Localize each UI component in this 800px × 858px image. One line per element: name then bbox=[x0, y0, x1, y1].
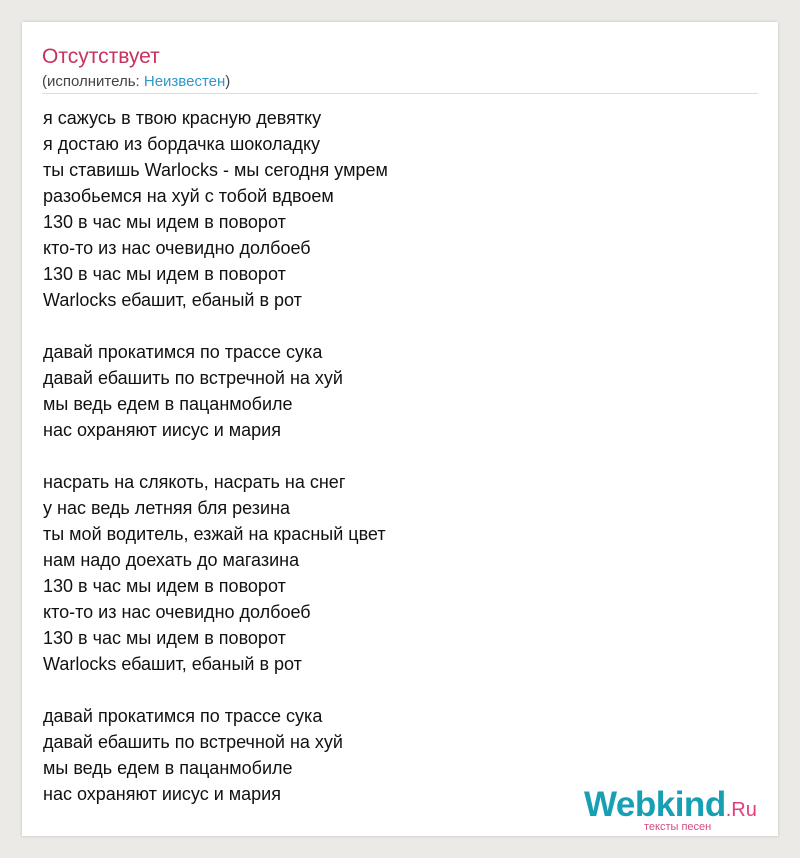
lyrics-card bbox=[22, 22, 778, 836]
lyrics-line: кто-то из нас очевидно долбоеб bbox=[43, 238, 311, 258]
lyrics-line: я достаю из бордачка шоколадку bbox=[43, 134, 321, 154]
lyrics-line: давай прокатимся по трассе сука bbox=[43, 342, 323, 362]
lyrics-line: нас охраняют иисус и мария bbox=[43, 420, 281, 440]
artist-prefix: (исполнитель: bbox=[42, 73, 144, 90]
lyrics-line: 130 в час мы идем в поворот bbox=[43, 576, 286, 596]
logo-tagline: тексты песен bbox=[644, 821, 712, 833]
lyrics-line: давай прокатимся по трассе сука bbox=[43, 706, 323, 726]
lyrics-line: мы ведь едем в пацанмобиле bbox=[43, 758, 293, 778]
lyrics-line: у нас ведь летняя бля резина bbox=[43, 498, 291, 518]
lyrics-text bbox=[43, 105, 388, 807]
lyrics-blank-line bbox=[43, 313, 388, 339]
lyrics-line: ты мой водитель, езжай на красный цвет bbox=[43, 524, 386, 544]
lyrics-line: кто-то из нас очевидно долбоеб bbox=[43, 602, 311, 622]
lyrics-blank-line bbox=[43, 677, 388, 703]
lyrics-line: нас охраняют иисус и мария bbox=[43, 784, 281, 804]
lyrics-line: 130 в час мы идем в поворот bbox=[43, 212, 286, 232]
logo-name: Webkind bbox=[584, 785, 726, 824]
lyrics-blank-line bbox=[43, 443, 388, 469]
artist-line bbox=[42, 73, 230, 91]
artist-link[interactable]: Неизвестен bbox=[143, 73, 226, 90]
lyrics-line: ты ставишь Warlocks - мы сегодня умрем bbox=[43, 160, 388, 180]
lyrics-line: мы ведь едем в пацанмобиле bbox=[43, 394, 293, 414]
lyrics-line: Warlocks ебашит, ебаный в рот bbox=[43, 290, 302, 310]
lyrics-line: разобьемся на хуй с тобой вдвоем bbox=[43, 186, 334, 206]
lyrics-line: нам надо доехать до магазина bbox=[43, 550, 300, 570]
lyrics-line: 130 в час мы идем в поворот bbox=[43, 264, 286, 284]
lyrics-line: давай ебашить по встречной на хуй bbox=[43, 368, 343, 388]
lyrics-line: Warlocks ебашит, ебаный в рот bbox=[43, 654, 302, 674]
lyrics-line: давай ебашить по встречной на хуй bbox=[43, 732, 343, 752]
site-logo[interactable] bbox=[584, 785, 776, 833]
title-divider bbox=[42, 93, 758, 94]
lyrics-line: насрать на слякоть, насрать на снег bbox=[43, 472, 346, 492]
lyrics-line: я сажусь в твою красную девятку bbox=[43, 108, 322, 128]
song-title: Отсутствует bbox=[42, 45, 160, 68]
artist-suffix: ) bbox=[225, 73, 231, 90]
logo-tld: .Ru bbox=[725, 799, 757, 821]
lyrics-line: 130 в час мы идем в поворот bbox=[43, 628, 286, 648]
